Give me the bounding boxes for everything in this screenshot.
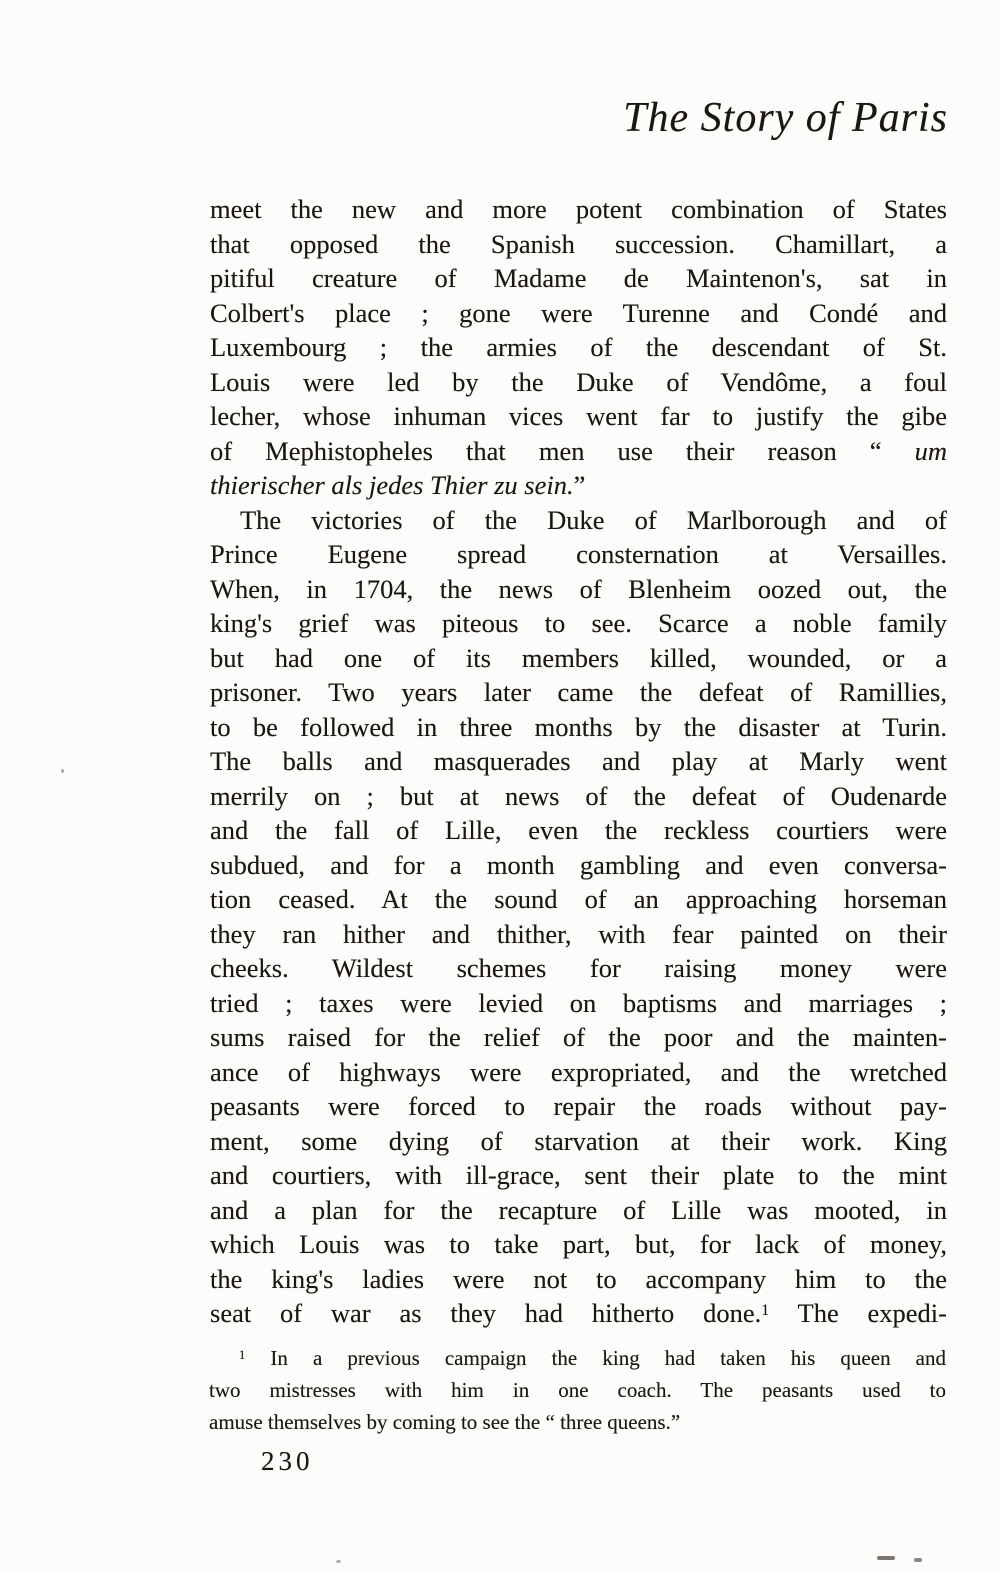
text-segment: and courtiers, with ill-grace, sent their plate to the mint xyxy=(210,1160,947,1190)
text-line xyxy=(210,848,947,883)
text-segment: pitiful creature of Madame de Maintenon's, sat in xyxy=(210,263,947,293)
text-segment: cheeks. Wildest schemes for raising money were xyxy=(210,953,947,983)
text-line xyxy=(210,675,947,710)
text-segment: sums raised for the relief of the poor and the mainten- xyxy=(210,1022,947,1052)
text-segment: meet the new and more potent combination of States xyxy=(210,194,947,224)
text-segment: of Mephistopheles that men use their reason “ xyxy=(210,435,915,466)
text-segment: peasants were forced to repair the roads without pay- xyxy=(210,1091,947,1121)
text-line xyxy=(210,365,947,400)
text-segment: Prince Eugene spread consternation at Versailles. xyxy=(210,539,947,569)
footnote-reference: 1 xyxy=(761,1301,770,1319)
text-segment: Luxembourg ; the armies of the descendant of St. xyxy=(210,332,947,362)
text-segment: to be followed in three months by the disaster at Turin. xyxy=(210,711,947,742)
text-segment: the king's ladies were not to accompany him to the xyxy=(210,1263,947,1294)
text-line xyxy=(210,572,947,607)
scan-artifact xyxy=(336,1560,341,1563)
page-number: 230 xyxy=(261,1446,314,1476)
text-line xyxy=(210,779,947,814)
text-segment: but had one of its members killed, wounded, or a xyxy=(210,642,947,673)
body-text xyxy=(210,192,947,1331)
text-line xyxy=(209,1406,946,1438)
text-segment: and a plan for the recapture of Lille was mooted, in xyxy=(210,1194,947,1225)
text-line xyxy=(210,261,947,296)
text-segment: The expedi- xyxy=(769,1298,947,1328)
text-line xyxy=(210,503,947,538)
text-segment: Louis were led by the Duke of Vendôme, a foul xyxy=(210,366,947,397)
scan-artifact xyxy=(61,769,64,773)
text-segment: two mistresses with him in one coach. The peasants used to xyxy=(209,1378,946,1402)
text-segment: The victories of the Duke of Marlborough and of xyxy=(240,504,947,535)
text-segment: that opposed the Spanish succession. Chamillart, a xyxy=(210,228,947,259)
text-segment: Colbert's place ; gone were Turenne and Condé and xyxy=(210,297,947,328)
text-line xyxy=(210,537,947,572)
text-segment: subdued, and for a month gambling and even conversa- xyxy=(210,849,947,880)
text-segment: they ran hither and thither, with fear painted on their xyxy=(210,918,947,949)
text-segment: merrily on ; but at news of the defeat of Oudenarde xyxy=(210,780,947,811)
text-line xyxy=(210,399,947,434)
text-segment: prisoner. Two years later came the defeat of Ramillies, xyxy=(210,677,947,707)
text-line xyxy=(210,986,947,1021)
text-segment: amuse themselves by coming to see the “ three queens.” xyxy=(209,1410,681,1434)
text-segment: lecher, whose inhuman vices went far to justify the gibe xyxy=(210,401,947,431)
text-line xyxy=(210,296,947,331)
text-segment: um xyxy=(914,435,947,466)
text-segment: ance of highways were expropriated, and the wretched xyxy=(210,1056,947,1087)
text-line xyxy=(210,1158,947,1193)
text-line xyxy=(210,1055,947,1090)
text-line xyxy=(210,813,947,848)
text-segment: tion ceased. At the sound of an approaching horseman xyxy=(210,884,947,914)
text-segment: The balls and masquerades and play at Marly went xyxy=(210,746,947,776)
text-line xyxy=(210,917,947,952)
text-segment: In a previous campaign the king had taken his queen and xyxy=(245,1346,946,1370)
scan-artifact xyxy=(877,1556,895,1560)
text-line xyxy=(210,1020,947,1055)
text-segment: seat of war as they had hitherto done. xyxy=(210,1298,762,1328)
text-line xyxy=(210,330,947,365)
text-line xyxy=(210,951,947,986)
text-line xyxy=(209,1374,946,1406)
footnote xyxy=(209,1342,946,1438)
text-line xyxy=(210,882,947,917)
text-line xyxy=(210,1296,947,1331)
text-line xyxy=(210,1193,947,1228)
text-line xyxy=(209,1342,946,1374)
text-line xyxy=(210,744,947,779)
text-line xyxy=(210,434,947,469)
text-segment: king's grief was piteous to see. Scarce a noble family xyxy=(210,608,947,638)
text-segment: and the fall of Lille, even the reckless courtiers were xyxy=(210,815,947,845)
text-line xyxy=(210,606,947,641)
text-line xyxy=(210,710,947,745)
text-line xyxy=(210,468,947,503)
text-segment: ” xyxy=(573,470,586,500)
text-line xyxy=(210,192,947,227)
running-title: The Story of Paris xyxy=(623,95,948,141)
scan-artifact xyxy=(914,1558,922,1562)
footnote-reference: 1 xyxy=(239,1348,246,1363)
text-line xyxy=(210,1124,947,1159)
text-line xyxy=(210,1262,947,1297)
text-line xyxy=(210,1089,947,1124)
text-segment: tried ; taxes were levied on baptisms and marriages ; xyxy=(210,987,947,1018)
text-line xyxy=(210,641,947,676)
text-segment: thierischer als jedes Thier zu sein. xyxy=(210,470,574,500)
text-segment: which Louis was to take part, but, for lack of money, xyxy=(210,1229,947,1259)
text-line xyxy=(210,1227,947,1262)
text-line xyxy=(210,227,947,262)
text-segment: ment, some dying of starvation at their work. King xyxy=(210,1125,947,1156)
text-segment: When, in 1704, the news of Blenheim oozed out, the xyxy=(210,573,947,604)
